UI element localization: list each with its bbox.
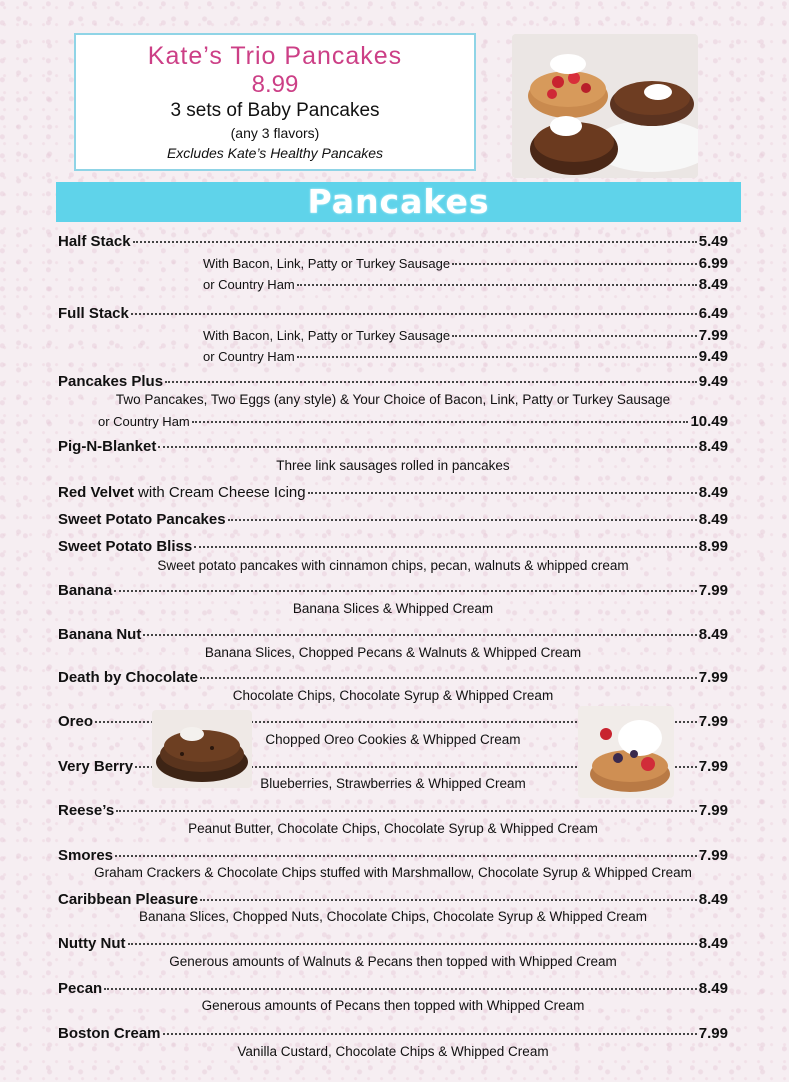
leader-dots [116, 796, 697, 812]
item-price: 8.49 [698, 484, 728, 501]
item-name: Banana Nut [58, 626, 142, 643]
chocolate-pancake-photo [152, 710, 252, 788]
item-price: 8.49 [698, 891, 728, 908]
item-name: Full Stack [58, 305, 129, 322]
item-description: Banana Slices, Chopped Nuts, Chocolate Chips, Chocolate Syrup & Whipped Cream [138, 909, 648, 924]
item-name: Death by Chocolate [58, 669, 199, 686]
promo-exclusion: Excludes Kate’s Healthy Pancakes [166, 145, 384, 161]
promo-note: (any 3 flavors) [230, 125, 320, 141]
menu-item-smores [58, 844, 728, 864]
item-price: 8.49 [698, 980, 728, 997]
item-name: Half Stack [58, 233, 131, 250]
option-text: or Country Ham [203, 349, 295, 364]
menu-item-pancakes-plus [58, 370, 728, 390]
menu-item-nutty-nut [58, 932, 728, 952]
menu-item-caribbean-pleasure [58, 888, 728, 908]
item-price: 8.99 [698, 538, 728, 555]
leader-dots [192, 407, 689, 423]
option-price: 9.49 [698, 348, 728, 365]
item-name: Pecan [58, 980, 103, 997]
item-description: Blueberries, Strawberries & Whipped Cream [260, 776, 526, 791]
menu-item-death-by-chocolate [58, 666, 728, 686]
menu-option [98, 410, 728, 430]
item-price: 6.49 [698, 305, 728, 322]
section-title: Pancakes [307, 182, 490, 221]
menu-item-pig-n-blanket [58, 435, 728, 455]
leader-dots [200, 885, 697, 901]
menu-item-banana [58, 579, 728, 599]
item-name-bold: Red Velvet [58, 484, 134, 501]
leader-dots [452, 249, 697, 265]
option-price: 6.99 [698, 255, 728, 272]
item-price: 7.99 [698, 582, 728, 599]
menu-item-sweet-potato-bliss [58, 535, 728, 555]
item-price: 8.49 [698, 935, 728, 952]
leader-dots [200, 663, 697, 679]
item-name: Oreo [58, 713, 94, 730]
menu-item-reeses [58, 799, 728, 819]
leader-dots [115, 841, 697, 857]
leader-dots [452, 321, 697, 337]
menu-item-pecan [58, 977, 728, 997]
trio-promo-box [74, 33, 476, 171]
leader-dots [131, 299, 697, 315]
item-name: Reese’s [58, 802, 115, 819]
item-description: Chopped Oreo Cookies & Whipped Cream [265, 732, 521, 747]
item-name-suffix: with Cream Cheese Icing [133, 484, 306, 501]
leader-dots [143, 620, 696, 636]
leader-dots [158, 432, 696, 448]
berry-pancake-photo [578, 706, 674, 798]
item-name: Caribbean Pleasure [58, 891, 199, 908]
item-name: Very Berry [58, 758, 134, 775]
item-price: 7.99 [698, 802, 728, 819]
item-price: 9.49 [698, 373, 728, 390]
leader-dots [308, 478, 697, 494]
menu-option [203, 345, 728, 365]
option-text: With Bacon, Link, Patty or Turkey Sausage [203, 328, 451, 343]
leader-dots [133, 227, 697, 243]
leader-dots [104, 974, 697, 990]
item-name: Boston Cream [58, 1025, 161, 1042]
item-price: 8.49 [698, 626, 728, 643]
menu-option [203, 324, 728, 344]
leader-dots [114, 576, 697, 592]
item-description: Banana Slices, Chopped Pecans & Walnuts & Whipped Cream [204, 645, 582, 660]
leader-dots [163, 1019, 697, 1035]
item-name: Sweet Potato Pancakes [58, 511, 226, 528]
item-description: Chocolate Chips, Chocolate Syrup & Whipped Cream [232, 688, 554, 703]
item-price: 8.49 [698, 438, 728, 455]
item-name [58, 484, 306, 501]
promo-price: 8.99 [251, 71, 299, 98]
item-price: 8.49 [698, 511, 728, 528]
option-text: or Country Ham [98, 414, 190, 429]
item-price: 7.99 [698, 1025, 728, 1042]
leader-dots [228, 505, 697, 521]
item-name: Smores [58, 847, 114, 864]
item-price: 7.99 [698, 758, 728, 775]
option-text: or Country Ham [203, 277, 295, 292]
item-price: 7.99 [698, 669, 728, 686]
item-description: Two Pancakes, Two Eggs (any style) & Your Choice of Bacon, Link, Patty or Turkey Sausage [115, 392, 671, 407]
item-description: Generous amounts of Pecans then topped with Whipped Cream [201, 998, 585, 1013]
item-description: Peanut Butter, Chocolate Chips, Chocolate Syrup & Whipped Cream [188, 821, 598, 836]
menu-item-banana-nut [58, 623, 728, 643]
item-description: Generous amounts of Walnuts & Pecans then topped with Whipped Cream [169, 954, 617, 969]
leader-dots [297, 270, 697, 286]
trio-pancakes-photo [512, 34, 698, 178]
section-banner [56, 182, 741, 222]
item-name: Nutty Nut [58, 935, 126, 952]
item-price: 7.99 [698, 713, 728, 730]
item-description: Sweet potato pancakes with cinnamon chips, pecan, walnuts & whipped cream [157, 558, 629, 573]
promo-subtitle: 3 sets of Baby Pancakes [170, 100, 380, 121]
item-description: Vanilla Custard, Chocolate Chips & Whipped Cream [237, 1044, 549, 1059]
item-name: Pig-N-Blanket [58, 438, 157, 455]
item-price: 7.99 [698, 847, 728, 864]
menu-item-boston-cream [58, 1022, 728, 1042]
leader-dots [297, 342, 697, 358]
menu-item-half-stack [58, 230, 728, 250]
menu-item-red-velvet [58, 481, 728, 501]
item-name: Banana [58, 582, 113, 599]
option-price: 8.49 [698, 276, 728, 293]
item-description: Three link sausages rolled in pancakes [276, 458, 510, 473]
promo-title: Kate’s Trio Pancakes [147, 42, 403, 70]
item-description: Banana Slices & Whipped Cream [292, 601, 494, 616]
option-price: 7.99 [698, 327, 728, 344]
leader-dots [128, 929, 697, 945]
item-name: Sweet Potato Bliss [58, 538, 193, 555]
option-text: With Bacon, Link, Patty or Turkey Sausage [203, 256, 451, 271]
leader-dots [165, 367, 697, 383]
menu-option [203, 273, 728, 293]
menu-item-sweet-potato [58, 508, 728, 528]
option-price: 10.49 [690, 413, 728, 430]
item-description: Graham Crackers & Chocolate Chips stuffed with Marshmallow, Chocolate Syrup & Whipped Cream [94, 865, 692, 880]
item-name: Pancakes Plus [58, 373, 164, 390]
menu-option [203, 252, 728, 272]
menu-item-full-stack [58, 302, 728, 322]
item-price: 5.49 [698, 233, 728, 250]
leader-dots [194, 532, 697, 548]
